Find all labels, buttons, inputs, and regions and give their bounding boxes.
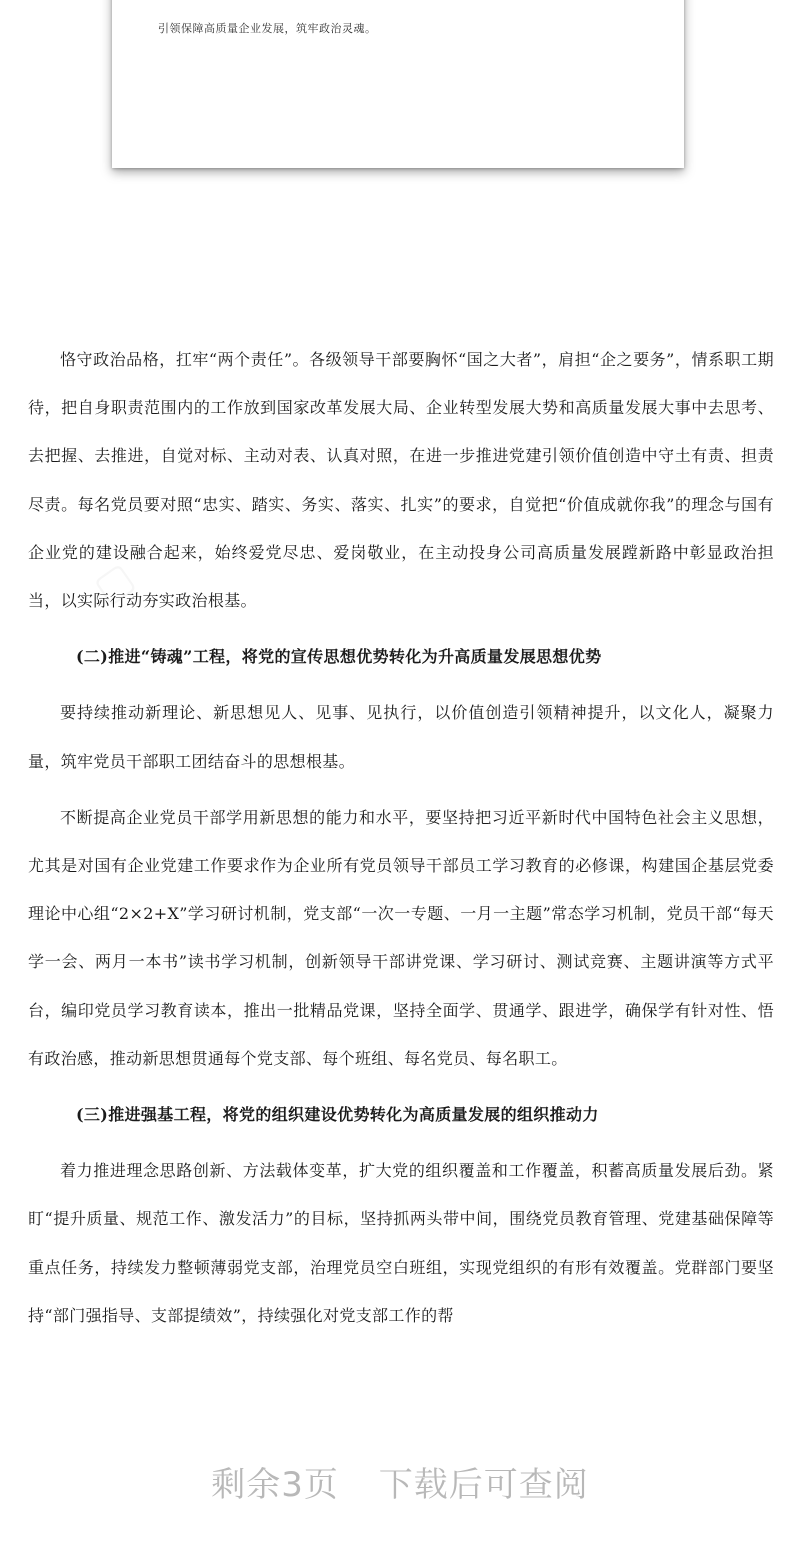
remaining-pages-label: 剩余3页: [211, 1465, 339, 1505]
download-to-view-label: 下载后可查阅: [378, 1465, 589, 1505]
previous-page-card: [112, 0, 684, 168]
previous-page-last-line: 引领保障高质量企业发展，筑牢政治灵魂。: [158, 22, 377, 35]
paragraph-political-character: 恪守政治品格，扛牢“两个责任”。各级领导干部要胸怀“国之大者”，肩担“企之要务”，情系职工期待，把自身职责范围内的工作放到国家改革发展大局、企业转型发展大势和高质量发展大事中去思考、去把握、去推进，自觉对标、主动对表、认真对照，在进一步推进党建引领价值创造中守土有责、担责尽责。每名党员要对照“忠实、踏实、务实、落实、扎实”的要求，自觉把“价值成就你我”的理念与国有企业党的建设融合起来，始终爱党尽忠、爱岗敬业，在主动投身公司高质量发展蹚新路中彰显政治担当，以实际行动夯实政治根基。: [28, 350, 774, 611]
section-heading-3: (三)推进强基工程，将党的组织建设优势转化为高质量发展的组织推动力: [76, 1105, 599, 1125]
section-heading-2: (二)推进“铸魂”工程，将党的宣传思想优势转化为升高质量发展思想优势: [76, 647, 602, 667]
paragraph-strengthen-foundation: 着力推进理念思路创新、方法载体变革，扩大党的组织覆盖和工作覆盖，积蓄高质量发展后劲。紧盯“提升质量、规范工作、激发活力”的目标，坚持抓两头带中间，围绕党员教育管理、党建基础保障等重点任务，持续发力整顿薄弱党支部，治理党员空白班组，实现党组织的有形有效覆盖。党群部门要坚持“部门强指导、支部提绩效”，持续强化对党支部工作的帮: [28, 1161, 774, 1325]
document-body: [28, 336, 774, 1340]
download-prompt[interactable]: [0, 1457, 800, 1506]
paragraph-study-mechanism: 不断提高企业党员干部学用新思想的能力和水平，要坚持把习近平新时代中国特色社会主义思想，尤其是对国有企业党建工作要求作为企业所有党员领导干部员工学习教育的必修课，构建国企基层党委理论中心组“2×2+X”学习研讨机制，党支部“一次一专题、一月一主题”常态学习机制，党员干部“每天学一会、两月一本书”读书学习机制，创新领导干部讲党课、学习研讨、测试竞赛、主题讲演等方式平台，编印党员学习教育读本，推出一批精品党课，坚持全面学、贯通学、跟进学，确保学有针对性、悟有政治感，推动新思想贯通每个党支部、每个班组、每名党员、每名职工。: [28, 807, 774, 1068]
paragraph-new-theory: 要持续推动新理论、新思想见人、见事、见执行，以价值创造引领精神提升，以文化人，凝聚力量，筑牢党员干部职工团结奋斗的思想根基。: [28, 703, 774, 771]
